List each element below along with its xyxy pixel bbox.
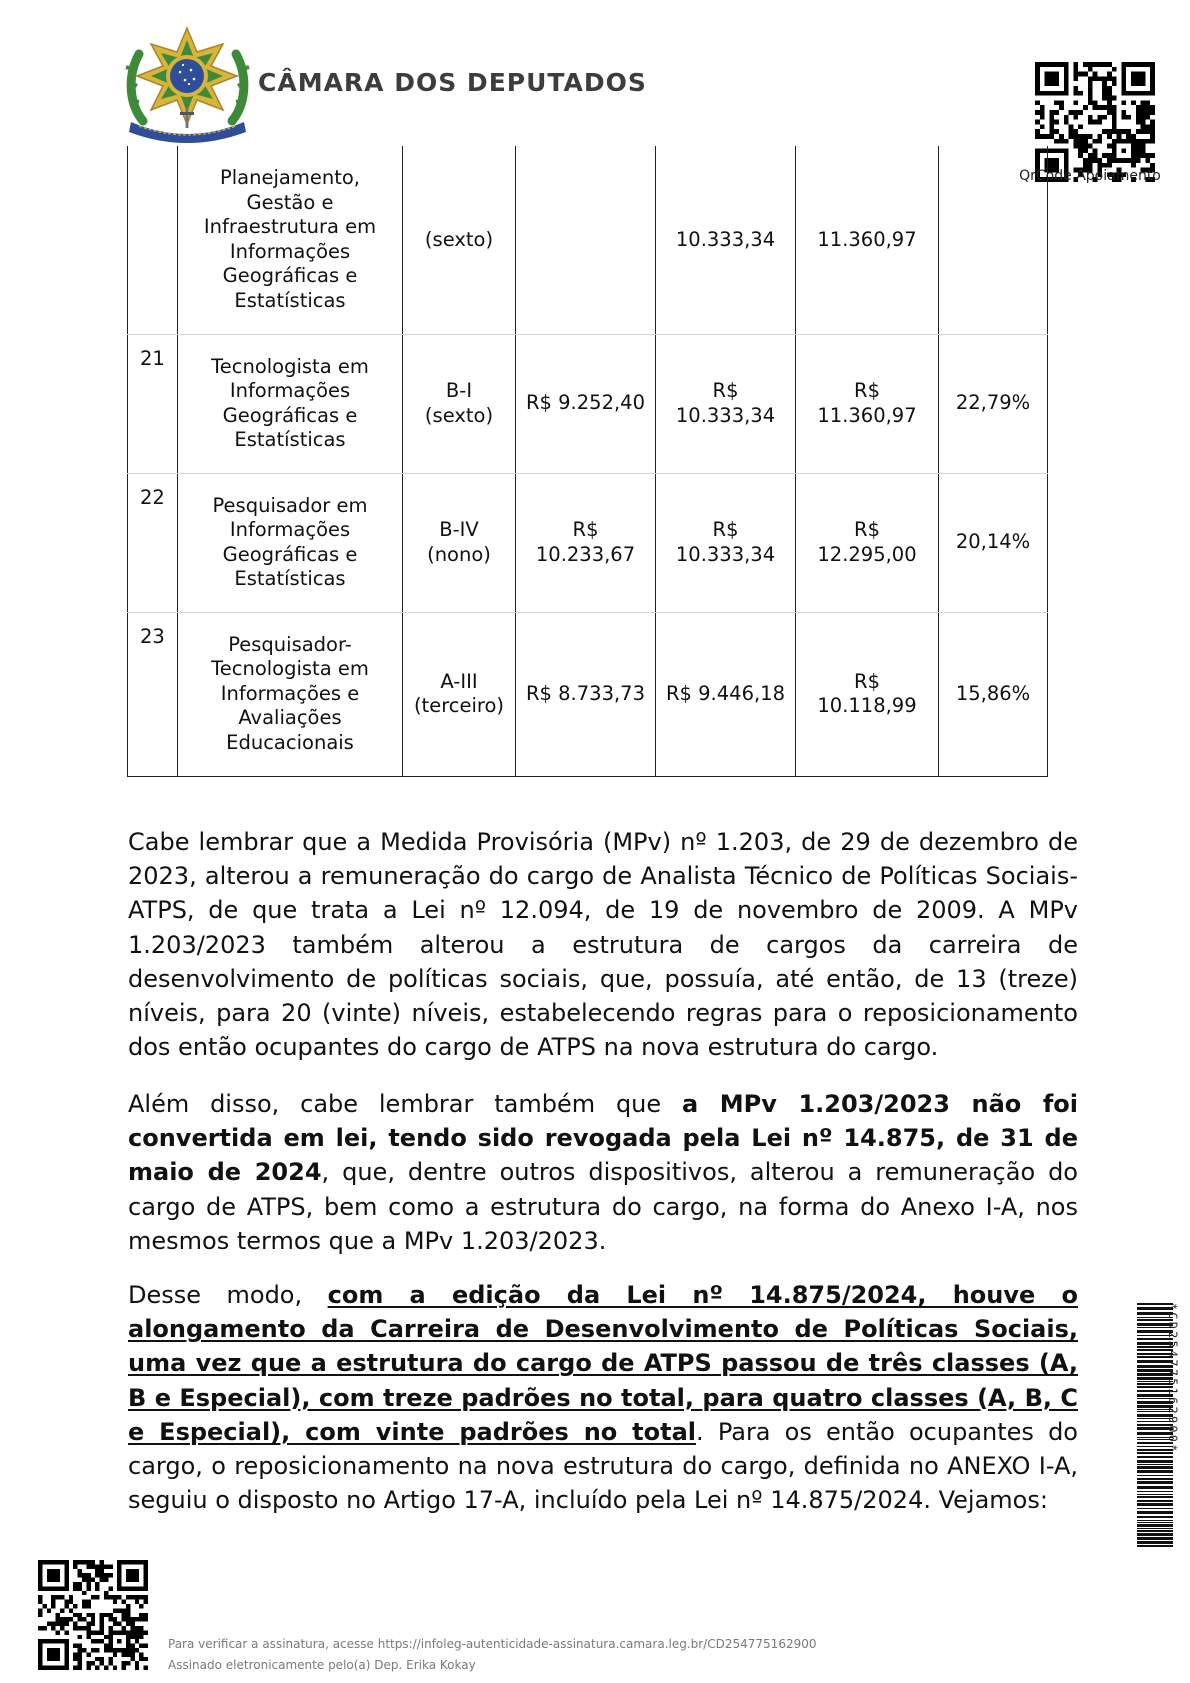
value-2-line: 10.333,34	[675, 227, 776, 251]
increase-percent-text: 20,14%	[955, 530, 1031, 554]
cargo-name-line: Tecnologista em	[211, 354, 369, 378]
row-number-text: 23	[140, 624, 165, 648]
value-3-line: 11.360,97	[817, 227, 917, 251]
qr-code-label: QrCode Apoiamento	[1019, 168, 1161, 184]
cargo-name-line: Estatísticas	[234, 288, 346, 312]
class-level-line: (sexto)	[424, 403, 494, 427]
cargo-name	[178, 612, 403, 776]
cargo-name-line: Informações	[229, 379, 351, 402]
increase-percent	[939, 146, 1048, 334]
value-1-line: 10.233,67	[535, 542, 636, 566]
value-1	[516, 146, 656, 334]
cargo-name-line: Estatísticas	[234, 567, 346, 590]
value-1-line: R$ 9.252,40	[526, 391, 645, 415]
increase-percent	[939, 612, 1048, 776]
class-level-line: B-IV	[439, 518, 479, 541]
cargo-name-line: Planejamento,	[220, 166, 360, 190]
underlined-statement: com a edição da Lei nº 14.875/2024, houve o alongamento da Carreira de Desenvolvimento de Políticas Sociais, uma vez que a estrutura do cargo de ATPS passou de três classes (A, B e Especial), com treze padrões no total, para quatro classes (A, B, C e Especial), com vinte padrões no total	[128, 1281, 1078, 1446]
paragraph-career-extension	[128, 1278, 1078, 1517]
class-level	[403, 334, 516, 473]
signature-footer	[168, 1634, 817, 1676]
value-3-line: R$	[854, 379, 880, 402]
class-level-line: A-III	[440, 669, 478, 693]
row-number	[128, 334, 178, 473]
qr-code-icon	[38, 1560, 148, 1670]
value-2	[656, 146, 796, 334]
cargo-name	[178, 146, 403, 334]
cargo-name-line: Pesquisador-	[228, 632, 352, 656]
value-3-line: 11.360,97	[817, 403, 917, 427]
document-header	[125, 26, 645, 144]
table-row	[128, 334, 1048, 473]
qr-code-icon	[1035, 62, 1155, 182]
value-3	[796, 334, 939, 473]
class-level	[403, 473, 516, 612]
cargo-name-line: Informações	[229, 518, 351, 541]
class-level-line: (sexto)	[424, 227, 494, 251]
barcode-number: *CD254775162900*	[1166, 1303, 1180, 1454]
value-1-line: R$	[572, 518, 599, 541]
cargo-name-line: Informações	[229, 239, 351, 263]
value-2	[656, 473, 796, 612]
cargo-name-line: Gestão e	[246, 190, 334, 214]
cargo-name-line: Geográficas e	[222, 542, 358, 566]
paragraph-text: Além disso, cabe lembrar também que	[128, 1090, 682, 1118]
row-number	[128, 612, 178, 776]
cargo-name-line: Informações e	[220, 681, 360, 705]
value-2-line: 10.333,34	[675, 542, 776, 566]
table-row	[128, 473, 1048, 612]
paragraph-text: , que, dentre outros dispositivos, alterou a remuneração do cargo de ATPS, bem como a estrutura do cargo, na forma do Anexo I-A, nos mesmos termos que a MPv 1.203/2023.	[128, 1158, 1078, 1255]
value-3-line: 10.118,99	[817, 694, 917, 717]
class-level	[403, 612, 516, 776]
cargo-name-line: Educacionais	[226, 730, 354, 754]
row-number	[128, 473, 178, 612]
row-number-text: 21	[140, 346, 165, 370]
value-2-line: 10.333,34	[675, 403, 776, 427]
value-3	[796, 612, 939, 776]
table-row	[128, 146, 1048, 334]
cargo-name-line: Tecnologista em	[211, 657, 369, 681]
paragraph-text: Desse modo,	[128, 1281, 328, 1309]
value-3-line: R$	[854, 518, 880, 541]
cargo-name-line: Geográficas e	[222, 264, 358, 288]
bold-statement: a MPv 1.203/2023 não foi convertida em lei, tendo sido revogada pela Lei nº 14.875, de 31 de maio de 2024	[128, 1090, 1078, 1187]
paragraph-mpv-revoked	[128, 1087, 1078, 1258]
value-3	[796, 146, 939, 334]
cargo-name-line: Pesquisador em	[212, 493, 368, 517]
value-2-line: R$	[712, 518, 739, 541]
row-number-text: 22	[140, 485, 165, 509]
increase-percent-text: 22,79%	[955, 391, 1031, 415]
increase-percent	[939, 473, 1048, 612]
class-level-line: B-I	[445, 379, 473, 402]
value-1	[516, 473, 656, 612]
value-2-line: R$	[712, 379, 739, 402]
value-2	[656, 612, 796, 776]
class-level-line: (nono)	[427, 542, 491, 566]
cargo-name-line: Geográficas e	[222, 403, 358, 427]
cargo-name	[178, 473, 403, 612]
coat-of-arms-icon	[125, 26, 250, 144]
value-1	[516, 612, 656, 776]
increase-percent	[939, 334, 1048, 473]
table-row	[128, 612, 1048, 776]
cargo-name-line: Estatísticas	[234, 428, 346, 451]
class-level	[403, 146, 516, 334]
value-3-line: R$	[854, 669, 880, 693]
cargo-name-line: Infraestrutura em	[203, 215, 377, 239]
value-2	[656, 334, 796, 473]
verification-link[interactable]: Para verificar a assinatura, acesse https://infoleg-autenticidade-assinatura.camara.leg.br/CD254775162900	[168, 1637, 817, 1651]
salary-table	[127, 146, 1048, 777]
value-3	[796, 473, 939, 612]
value-1-line: R$ 8.733,73	[526, 681, 645, 705]
house-name: CÂMARA DOS DEPUTADOS	[258, 68, 647, 97]
signer-line: Assinado eletronicamente pelo(a) Dep. Erika Kokay	[168, 1658, 476, 1672]
cargo-name	[178, 334, 403, 473]
increase-percent-text: 15,86%	[955, 681, 1031, 705]
row-number	[128, 146, 178, 334]
value-2-line: R$ 9.446,18	[666, 681, 785, 705]
paragraph-text: . Para os então ocupantes do cargo, o reposicionamento na nova estrutura do cargo, definida no ANEXO I-A, seguiu o disposto no Artigo 17-A, incluído pela Lei nº 14.875/2024. Vejamos:	[128, 1417, 1078, 1515]
paragraph-mpv-context: Cabe lembrar que a Medida Provisória (MPv) nº 1.203, de 29 de dezembro de 2023, alterou a remuneração do cargo de Analista Técnico de Políticas Sociais-ATPS, de que trata a Lei nº 12.094, de 19 de novembro de 2009. A MPv 1.203/2023 também alterou a estrutura de cargos da carreira de desenvolvimento de políticas sociais, que, possuía, até então, de 13 (treze) níveis, para 20 (vinte) níveis, estabelecendo regras para o reposicionamento dos então ocupantes do cargo de ATPS na nova estrutura do cargo.	[128, 828, 1078, 1062]
class-level-line: (terceiro)	[413, 694, 505, 717]
value-3-line: 12.295,00	[817, 542, 917, 566]
cargo-name-line: Avaliações	[238, 706, 342, 730]
value-1	[516, 334, 656, 473]
